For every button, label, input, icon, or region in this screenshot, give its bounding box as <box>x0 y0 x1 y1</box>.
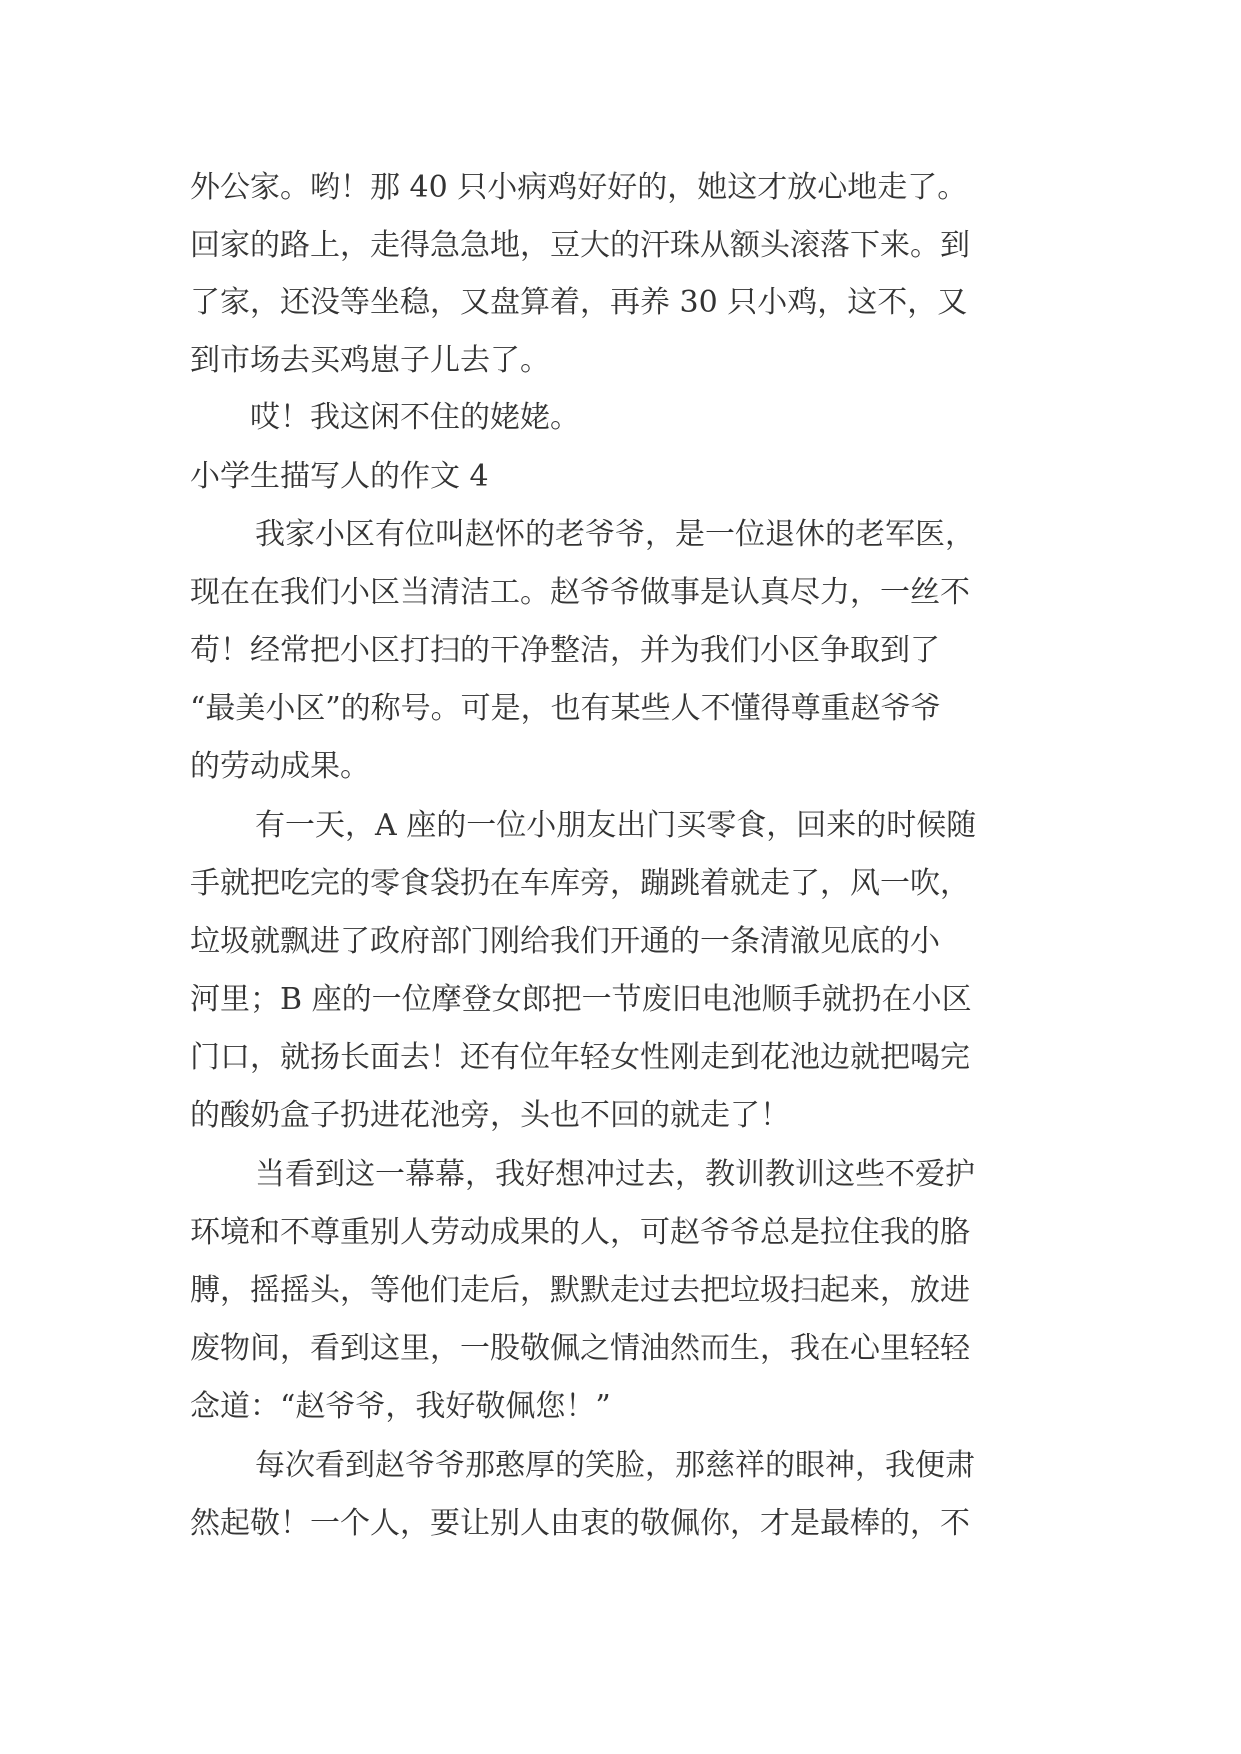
text-line: 膊，摇摇头，等他们走后，默默走过去把垃圾扫起来，放进 <box>190 1273 970 1308</box>
text-line: 河里；B 座的一位摩登女郎把一节废旧电池顺手就扔在小区 <box>190 982 972 1017</box>
text-line: 哎！我这闲不住的姥姥。 <box>250 400 580 435</box>
text-line: 环境和不尊重别人劳动成果的人，可赵爷爷总是拉住我的胳 <box>190 1215 970 1250</box>
text-line: 外公家。哟！那 40 只小病鸡好好的，她这才放心地走了。 <box>190 170 968 205</box>
text-line: 当看到这一幕幕，我好想冲过去，教训教训这些不爱护 <box>255 1157 975 1192</box>
text-line: 的劳动成果。 <box>190 749 370 784</box>
text-line: 现在在我们小区当清洁工。赵爷爷做事是认真尽力，一丝不 <box>190 575 970 610</box>
text-line: 然起敬！一个人，要让别人由衷的敬佩你，才是最棒的，不 <box>190 1506 970 1541</box>
text-line: 每次看到赵爷爷那憨厚的笑脸，那慈祥的眼神，我便肃 <box>255 1448 975 1483</box>
text-line: 苟！经常把小区打扫的干净整洁，并为我们小区争取到了 <box>190 633 940 668</box>
text-line: 我家小区有位叫赵怀的老爷爷，是一位退休的老军医， <box>255 517 975 552</box>
text-line: 废物间，看到这里，一股敬佩之情油然而生，我在心里轻轻 <box>190 1331 970 1366</box>
text-line: “最美小区”的称号。可是，也有某些人不懂得尊重赵爷爷 <box>190 691 941 726</box>
text-line: 回家的路上，走得急急地，豆大的汗珠从额头滚落下来。到 <box>190 228 970 263</box>
text-line: 了家，还没等坐稳，又盘算着，再养 30 只小鸡，这不，又 <box>190 285 968 320</box>
text-line: 念道：“赵爷爷，我好敬佩您！” <box>190 1389 611 1424</box>
section-heading: 小学生描写人的作文 4 <box>190 459 489 494</box>
text-line: 门口，就扬长面去！还有位年轻女性刚走到花池边就把喝完 <box>190 1040 970 1075</box>
text-line: 到市场去买鸡崽子儿去了。 <box>190 343 550 378</box>
text-line: 垃圾就飘进了政府部门刚给我们开通的一条清澈见底的小 <box>190 924 940 959</box>
text-line: 手就把吃完的零食袋扔在车库旁，蹦跳着就走了，风一吹， <box>190 866 970 901</box>
text-line: 有一天，A 座的一位小朋友出门买零食，回来的时候随 <box>255 808 977 843</box>
text-line: 的酸奶盒子扔进花池旁，头也不回的就走了！ <box>190 1098 790 1133</box>
